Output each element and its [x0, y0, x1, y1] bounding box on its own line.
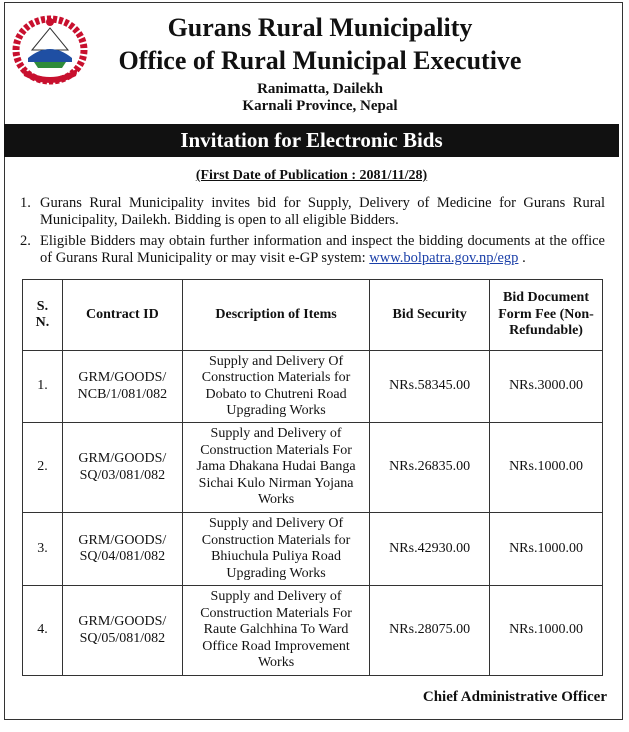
- table-row: [23, 423, 603, 513]
- municipality-title: Gurans Rural Municipality: [167, 13, 473, 42]
- row-description: Supply and Delivery of Construction Materials For Raute Galchhina To Ward Office Road Improvement Works: [182, 586, 369, 676]
- header-bid-security: Bid Security: [370, 280, 490, 351]
- header-form-fee: Bid Document Form Fee (Non-Refundable): [490, 280, 603, 351]
- row-description: Supply and Delivery Of Construction Materials for Bhiuchula Puliya Road Upgrading Works: [182, 513, 369, 586]
- paragraph-number: 2.: [20, 233, 31, 249]
- header-sn: S. N.: [23, 280, 63, 351]
- row-contract-id: GRM/GOODS/ SQ/03/081/082: [62, 423, 182, 513]
- row-description: Supply and Delivery Of Construction Materials for Dobato to Chutreni Road Upgrading Works: [182, 351, 369, 423]
- row-form-fee: NRs.3000.00: [490, 351, 603, 423]
- row-bid-security: NRs.26835.00: [370, 423, 490, 513]
- paragraph-2: [20, 233, 605, 267]
- nepal-emblem-icon: [10, 10, 90, 88]
- paragraph-number: 1.: [20, 195, 31, 211]
- paragraph-text: Gurans Rural Municipality invites bid for Supply, Delivery of Medicine for Gurans Rural Municipality, Dailekh. Bidding is open to all eligible Bidders.: [40, 195, 605, 228]
- row-form-fee: NRs.1000.00: [490, 586, 603, 676]
- table-row: [23, 351, 603, 423]
- table-row: [23, 586, 603, 676]
- signatory: Chief Administrative Officer: [422, 689, 607, 705]
- row-bid-security: NRs.28075.00: [370, 586, 490, 676]
- row-bid-security: NRs.58345.00: [370, 351, 490, 423]
- row-contract-id: GRM/GOODS/ NCB/1/081/082: [62, 351, 182, 423]
- table-row: [23, 513, 603, 586]
- row-form-fee: NRs.1000.00: [490, 423, 603, 513]
- egp-link[interactable]: www.bolpatra.gov.np/egp: [369, 250, 519, 266]
- paragraph-text-container: [20, 233, 605, 267]
- row-contract-id: GRM/GOODS/ SQ/04/081/082: [62, 513, 182, 586]
- row-sn: 3.: [23, 513, 63, 586]
- paragraph-suffix: .: [518, 250, 526, 266]
- header-description: Description of Items: [182, 280, 369, 351]
- publication-date: (First Date of Publication : 2081/11/28): [195, 168, 428, 183]
- paragraph-text: Eligible Bidders may obtain further information and inspect the bidding documents at the office of Gurans Rural Municipality or may visit e-GP system:: [40, 233, 605, 266]
- row-bid-security: NRs.42930.00: [370, 513, 490, 586]
- row-form-fee: NRs.1000.00: [490, 513, 603, 586]
- invitation-banner: Invitation for Electronic Bids: [4, 124, 619, 157]
- row-description: Supply and Delivery of Construction Materials For Jama Dhakana Hudai Banga Sichai Kulo Nirman Yojana Works: [182, 423, 369, 513]
- row-sn: 4.: [23, 586, 63, 676]
- office-title: Office of Rural Municipal Executive: [118, 46, 522, 75]
- address-line-2: Karnali Province, Nepal: [242, 98, 398, 114]
- paragraph-1: [20, 195, 605, 229]
- row-contract-id: GRM/GOODS/ SQ/05/081/082: [62, 586, 182, 676]
- table-header-row: [23, 280, 603, 351]
- row-sn: 1.: [23, 351, 63, 423]
- bids-table: [22, 279, 603, 676]
- header-contract-id: Contract ID: [62, 280, 182, 351]
- row-sn: 2.: [23, 423, 63, 513]
- address-line-1: Ranimatta, Dailekh: [257, 81, 383, 97]
